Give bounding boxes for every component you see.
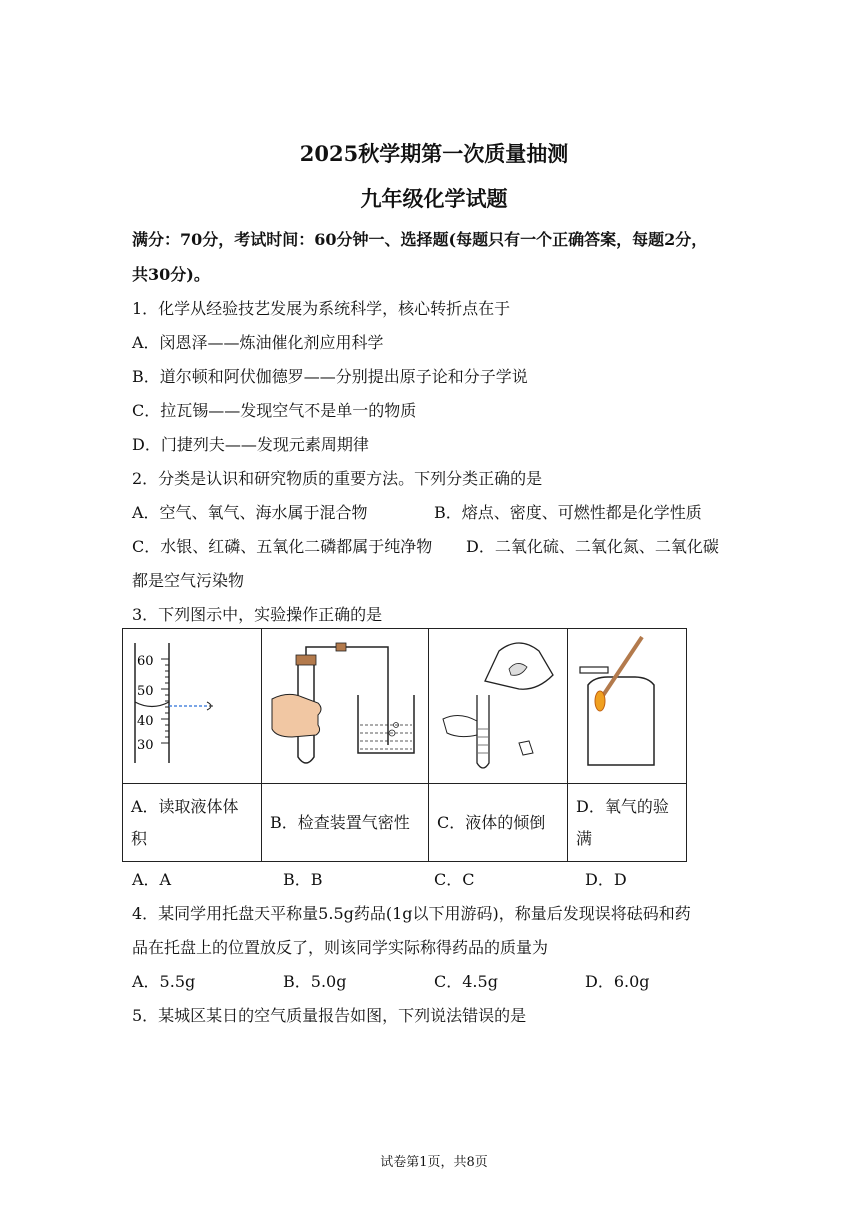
caption-a-line2: 积 (131, 828, 148, 848)
figure-c-cell (429, 629, 568, 784)
caption-d-line2: 满 (576, 828, 593, 848)
beaker (358, 695, 414, 753)
holding-hand-icon (443, 715, 477, 736)
oxygen-test-figure (568, 629, 686, 779)
q4-option-c: C．4.5g (434, 972, 498, 991)
q1-option-b: B．道尔顿和阿伏伽德罗——分别提出原子论和分子学说 (132, 367, 528, 386)
exam-title: 2025秋学期第一次质量抽测 (299, 141, 569, 166)
tick-50: 50 (137, 684, 154, 699)
q1-option-d: D．门捷列夫——发现元素周期律 (132, 435, 369, 454)
q2-option-d-cont: 都是空气污染物 (132, 571, 245, 590)
q3-answer-b: B．B (283, 870, 323, 889)
tick-30: 30 (137, 738, 154, 753)
q1-option-c: C．拉瓦锡——发现空气不是单一的物质 (132, 401, 417, 420)
tick-60: 60 (137, 654, 154, 669)
q4-option-b: B．5.0g (283, 972, 347, 991)
meniscus (135, 702, 169, 707)
q2-option-a: A．空气、氧气、海水属于混合物 (132, 503, 368, 522)
figure-d-cell (568, 629, 687, 784)
glass-plate (580, 667, 608, 673)
q3-answer-c: C．C (434, 870, 475, 889)
q4-stem: 4．某同学用托盘天平称量5.5g药品(1g以下用游码)，称量后发现误将砝码和药 (132, 904, 691, 923)
page-footer: 试卷第1页，共8页 (380, 1155, 488, 1170)
graduated-cylinder-figure (123, 629, 261, 779)
figure-b-cell (262, 629, 429, 784)
q3-answer-a: A．A (132, 870, 172, 889)
caption-a (123, 784, 262, 862)
gas-jar (588, 677, 654, 765)
caption-d-line1: D．氧气的验 (576, 796, 669, 816)
q4-stem-cont: 品在托盘上的位置放反了，则该同学实际称得药品的质量为 (132, 938, 549, 957)
pouring-hand-icon (509, 663, 527, 675)
q5-stem: 5．某城区某日的空气质量报告如图，下列说法错误的是 (132, 1006, 527, 1025)
q3-stem: 3．下列图示中，实验操作正确的是 (132, 605, 383, 624)
exam-intro: 满分：70分，考试时间：60分钟一、选择题(每题只有一个正确答案，每题2分， (132, 230, 708, 249)
glowing-tip (595, 691, 605, 711)
q1-stem: 1．化学从经验技艺发展为系统科学，核心转折点在于 (132, 299, 511, 318)
caption-b: B．检查装置气密性 (262, 784, 429, 862)
q2-option-d: D．二氧化硫、二氧化氮、二氧化碳 (466, 537, 719, 556)
figure-a-cell (123, 629, 262, 784)
caption-d (568, 784, 687, 862)
airtightness-figure (262, 629, 428, 779)
experiment-table (122, 628, 687, 862)
exam-subtitle: 九年级化学试题 (360, 186, 508, 211)
q4-option-a: A．5.5g (132, 972, 196, 991)
receiving-tube (477, 695, 489, 768)
q4-option-d: D．6.0g (585, 972, 650, 991)
exam-intro-cont: 共30分)。 (132, 265, 210, 284)
stopper (296, 655, 316, 665)
pouring-figure (429, 629, 567, 779)
eye-icon (207, 702, 213, 710)
q1-option-a: A．闵恩泽——炼油催化剂应用科学 (132, 333, 384, 352)
tick-40: 40 (137, 714, 154, 729)
bottle-cap (519, 741, 533, 755)
caption-a-line1: A．读取液体体 (131, 796, 239, 816)
q2-option-b: B．熔点、密度、可燃性都是化学性质 (434, 503, 702, 522)
caption-c: C．液体的倾倒 (429, 784, 568, 862)
q3-answer-d: D．D (585, 870, 627, 889)
q2-stem: 2．分类是认识和研究物质的重要方法。下列分类正确的是 (132, 469, 543, 488)
q2-option-c: C．水银、红磷、五氧化二磷都属于纯净物 (132, 537, 433, 556)
